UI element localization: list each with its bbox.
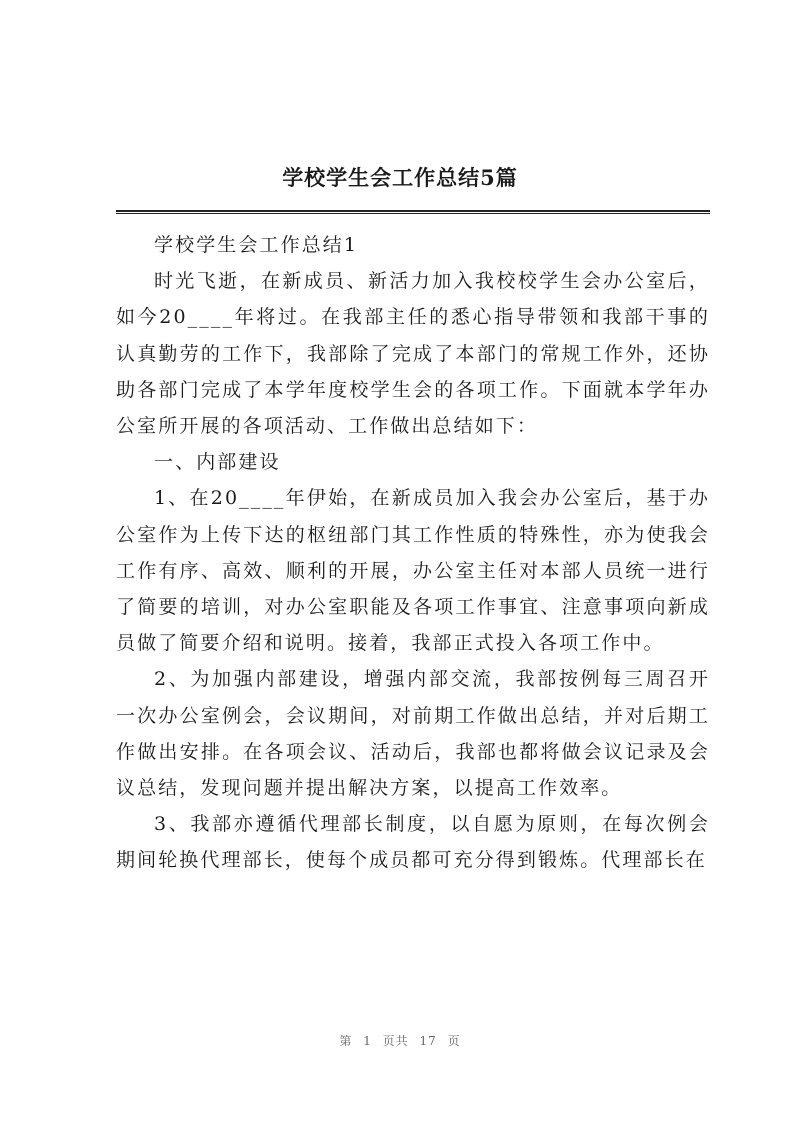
current-page-number: 1 bbox=[363, 1034, 372, 1048]
footer-prefix: 第 bbox=[339, 1034, 353, 1048]
paragraph-item-2: 2、为加强内部建设，增强内部交流，我部按例每三周召开一次办公室例会，会议期间，对前期工作做出总结，并对后期工作做出安排。在各项会议、活动后，我部也都将做会议记录及会议总结，发现问题并提出解决方案，以提高工作效率。 bbox=[116, 668, 710, 800]
section-heading: 学校学生会工作总结1 bbox=[154, 234, 359, 256]
subsection-heading: 一、内部建设 bbox=[154, 451, 281, 474]
paragraph-intro: 时光飞逝，在新成员、新活力加入我校校学生会办公室后，如今20____年将过。在我部主任的悉心指导带领和我部干事的认真勤劳的工作下，我部除了完成了本部门的常规工作外，还协助各部门完成了本学年度校学生会的各项工作。下面就本学年办公室所开展的各项活动、工作做出总结如下： bbox=[116, 270, 710, 438]
title-divider bbox=[116, 210, 710, 214]
page-footer bbox=[0, 1031, 800, 1051]
footer-middle: 页共 bbox=[382, 1034, 409, 1048]
page-title: 学校学生会工作总结5篇 bbox=[282, 165, 518, 190]
paragraph-item-1: 1、在20____年伊始，在新成员加入我会办公室后，基于办公室作为上传下达的枢纽部门其工作性质的特殊性，亦为使我会工作有序、高效、顺利的开展，办公室主任对本部人员统一进行了简要的培训，对办公室职能及各项工作事宜、注意事项向新成员做了简要介绍和说明。接着，我部正式投入各项工作中。 bbox=[116, 487, 710, 655]
footer-suffix: 页 bbox=[447, 1034, 461, 1048]
total-pages-number: 17 bbox=[419, 1034, 437, 1048]
paragraph-item-3: 3、我部亦遵循代理部长制度，以自愿为原则，在每次例会期间轮换代理部长，使每个成员都可充分得到锻炼。代理部长在 bbox=[116, 813, 710, 872]
document-body bbox=[116, 227, 710, 879]
